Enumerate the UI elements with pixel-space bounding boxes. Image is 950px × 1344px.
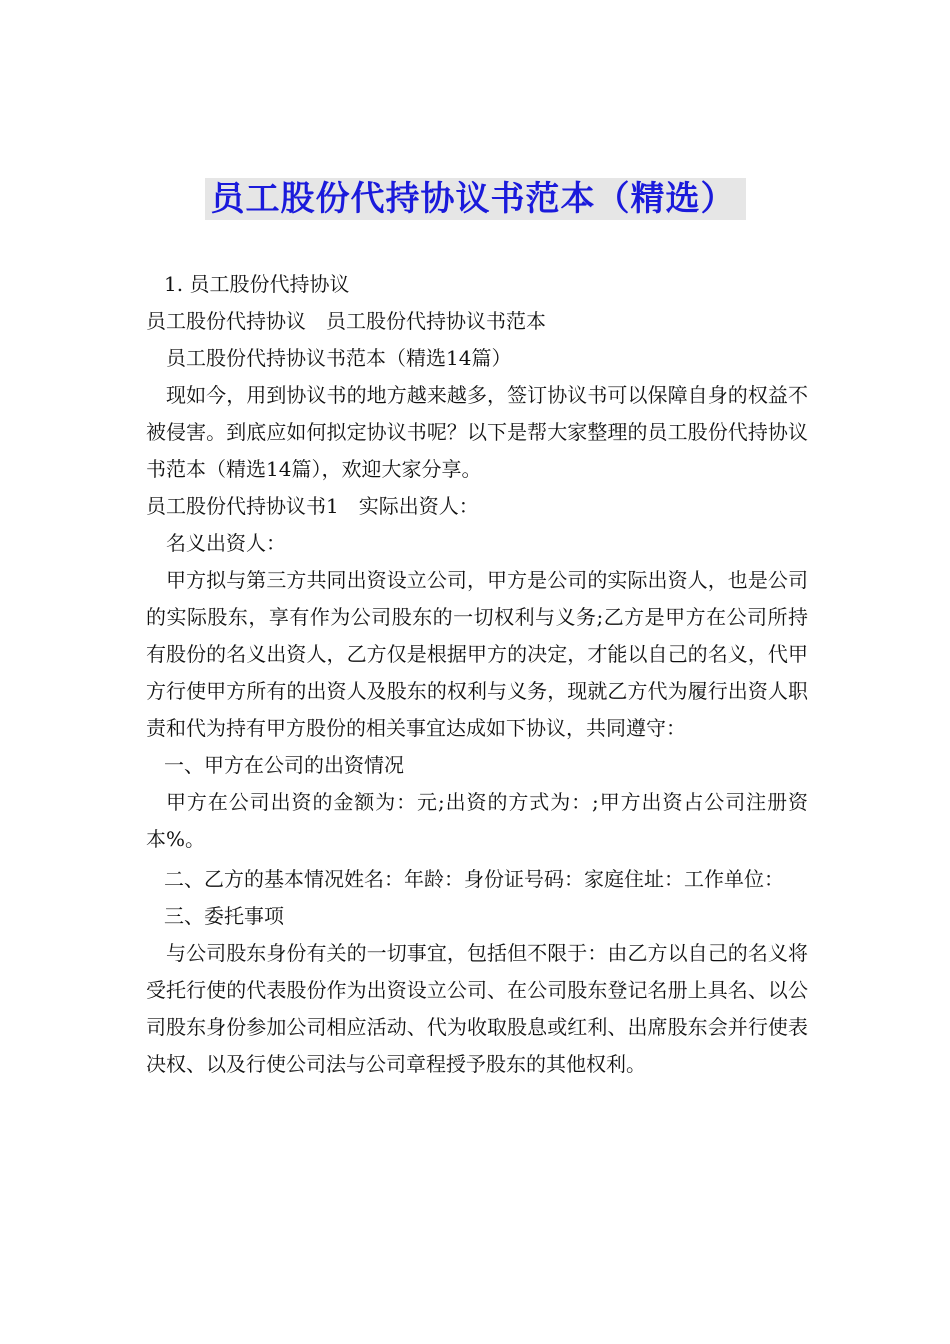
paragraph-nominal-investor: 名义出资人： — [166, 531, 286, 555]
paragraph-contribution: 甲方在公司出资的金额为：元;出资的方式为：;甲方出资占公司注册资本%。 — [146, 790, 808, 851]
heading-item-1: 1. 员工股份代持协议 — [164, 272, 350, 296]
paragraph-doc-name: 员工股份代持协议书范本（精选14篇） — [166, 346, 512, 370]
paragraph-intro: 现如今，用到协议书的地方越来越多，签订协议书可以保障自身的权益不被侵害。到底应如何拟定协议书呢？以下是帮大家整理的员工股份代持协议书范本（精选14篇），欢迎大家分享。 — [146, 383, 808, 481]
paragraph-entrusted-matters: 与公司股东身份有关的一切事宜，包括但不限于：由乙方以自己的名义将受托行使的代表股份作为出资设立公司、在公司股东登记名册上具名、以公司股东身份参加公司相应活动、代为收取股息或红利、出席股东会并行使表决权、以及行使公司法与公司章程授予股东的其他权利。 — [146, 941, 808, 1076]
section-heading-3: 三、委托事项 — [164, 904, 284, 928]
section-heading-2: 二、乙方的基本情况姓名：年龄：身份证号码：家庭住址：工作单位： — [164, 867, 784, 891]
section-heading-1: 一、甲方在公司的出资情况 — [164, 753, 404, 777]
paragraph-subtitle: 员工股份代持协议 员工股份代持协议书范本 — [146, 309, 546, 333]
paragraph-recital: 甲方拟与第三方共同出资设立公司，甲方是公司的实际出资人，也是公司的实际股东，享有作为公司股东的一切权利与义务;乙方是甲方在公司所持有股份的名义出资人，乙方仅是根据甲方的决定，才能以自己的名义，代甲方行使甲方所有的出资人及股东的权利与义务，现就乙方代为履行出资人职责和代为持有甲方股份的相关事宜达成如下协议，共同遵守： — [146, 568, 808, 740]
document-title: 员工股份代持协议书范本（精选） — [205, 178, 746, 220]
document-body — [146, 266, 808, 1083]
paragraph-agreement-1: 员工股份代持协议书1 实际出资人： — [146, 494, 479, 518]
title-container — [0, 178, 950, 220]
